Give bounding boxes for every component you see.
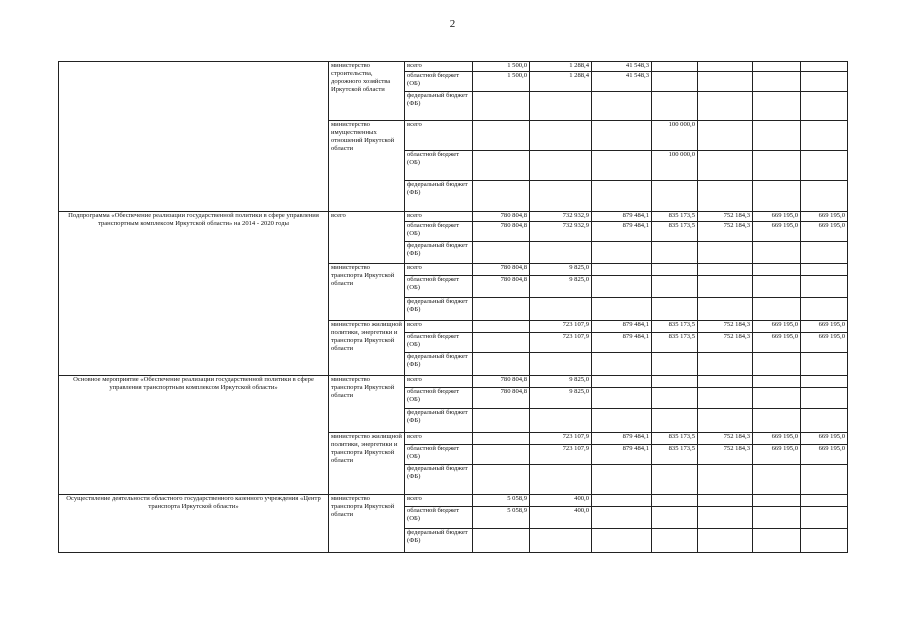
amount-cell: 723 107,9	[530, 321, 592, 333]
amount-cell: 100 000,0	[652, 151, 698, 181]
amount-cell: 780 804,8	[473, 388, 530, 409]
amount-cell	[652, 92, 698, 121]
amount-cell: 669 195,0	[753, 212, 801, 222]
amount-cell	[801, 298, 848, 321]
amount-cell	[698, 409, 753, 433]
amount-cell: 879 484,1	[592, 333, 652, 353]
amount-cell: 879 484,1	[592, 445, 652, 465]
amount-cell: 780 804,8	[473, 264, 530, 276]
responsible-executor-cell: министерство транспорта Иркутской области	[329, 376, 405, 433]
funding-table	[58, 61, 848, 553]
amount-cell: 1 288,4	[530, 72, 592, 92]
amount-cell	[698, 465, 753, 495]
responsible-executor-cell: министерство имущественных отношений Иркутской области	[329, 121, 405, 212]
funding-source-cell: всего	[405, 212, 473, 222]
amount-cell	[801, 388, 848, 409]
amount-cell	[473, 409, 530, 433]
amount-cell	[698, 151, 753, 181]
amount-cell: 879 484,1	[592, 222, 652, 242]
amount-cell	[698, 495, 753, 507]
program-name-cell: Осуществление деятельности областного государственного казенного учреждения «Центр транспорта Иркутской области»	[59, 495, 329, 553]
amount-cell	[753, 388, 801, 409]
amount-cell: 752 184,3	[698, 321, 753, 333]
amount-cell	[753, 495, 801, 507]
responsible-executor-cell: министерство транспорта Иркутской области	[329, 495, 405, 553]
amount-cell	[530, 298, 592, 321]
amount-cell	[592, 495, 652, 507]
amount-cell	[592, 465, 652, 495]
amount-cell	[801, 495, 848, 507]
amount-cell	[753, 242, 801, 264]
amount-cell	[530, 151, 592, 181]
amount-cell	[473, 242, 530, 264]
amount-cell	[652, 181, 698, 212]
amount-cell	[801, 72, 848, 92]
amount-cell	[698, 92, 753, 121]
amount-cell: 879 484,1	[592, 321, 652, 333]
funding-source-cell: федеральный бюджет (ФБ)	[405, 242, 473, 264]
amount-cell	[652, 529, 698, 553]
amount-cell: 752 184,3	[698, 222, 753, 242]
funding-source-cell: всего	[405, 495, 473, 507]
amount-cell	[530, 409, 592, 433]
amount-cell: 669 195,0	[801, 333, 848, 353]
responsible-executor-cell: всего	[329, 212, 405, 264]
amount-cell: 9 825,0	[530, 388, 592, 409]
amount-cell: 669 195,0	[801, 321, 848, 333]
amount-cell	[530, 92, 592, 121]
amount-cell	[698, 353, 753, 376]
responsible-executor-cell: министерство транспорта Иркутской области	[329, 264, 405, 321]
responsible-executor-cell: министерство строительства, дорожного хозяйства Иркутской области	[329, 62, 405, 121]
amount-cell	[592, 529, 652, 553]
table-row	[59, 62, 848, 72]
amount-cell	[530, 529, 592, 553]
amount-cell: 669 195,0	[753, 433, 801, 445]
amount-cell: 723 107,9	[530, 333, 592, 353]
amount-cell	[801, 276, 848, 298]
amount-cell	[592, 264, 652, 276]
amount-cell	[592, 388, 652, 409]
page-number: 2	[449, 18, 456, 30]
amount-cell	[652, 465, 698, 495]
amount-cell	[652, 298, 698, 321]
amount-cell	[698, 72, 753, 92]
amount-cell	[592, 409, 652, 433]
amount-cell	[753, 298, 801, 321]
funding-source-cell: федеральный бюджет (ФБ)	[405, 409, 473, 433]
table-row	[59, 495, 848, 507]
amount-cell	[592, 92, 652, 121]
amount-cell: 732 932,9	[530, 222, 592, 242]
amount-cell: 669 195,0	[801, 433, 848, 445]
amount-cell: 669 195,0	[801, 222, 848, 242]
amount-cell: 669 195,0	[753, 222, 801, 242]
amount-cell	[473, 298, 530, 321]
funding-source-cell: федеральный бюджет (ФБ)	[405, 92, 473, 121]
amount-cell: 669 195,0	[801, 445, 848, 465]
amount-cell	[652, 376, 698, 388]
amount-cell	[652, 388, 698, 409]
amount-cell	[592, 376, 652, 388]
amount-cell: 100 000,0	[652, 121, 698, 151]
amount-cell	[753, 529, 801, 553]
funding-source-cell: областной бюджет (ОБ)	[405, 388, 473, 409]
amount-cell: 780 804,8	[473, 276, 530, 298]
amount-cell	[801, 92, 848, 121]
amount-cell	[801, 242, 848, 264]
amount-cell	[753, 92, 801, 121]
amount-cell	[753, 409, 801, 433]
amount-cell: 752 184,3	[698, 333, 753, 353]
amount-cell	[801, 264, 848, 276]
amount-cell	[801, 62, 848, 72]
amount-cell: 9 825,0	[530, 276, 592, 298]
amount-cell	[698, 264, 753, 276]
amount-cell	[801, 507, 848, 529]
amount-cell	[652, 62, 698, 72]
amount-cell	[473, 529, 530, 553]
amount-cell: 1 288,4	[530, 62, 592, 72]
funding-source-cell: всего	[405, 121, 473, 151]
amount-cell	[753, 181, 801, 212]
amount-cell: 400,0	[530, 495, 592, 507]
amount-cell	[592, 276, 652, 298]
funding-source-cell: областной бюджет (ОБ)	[405, 445, 473, 465]
amount-cell	[753, 376, 801, 388]
amount-cell: 835 173,5	[652, 222, 698, 242]
amount-cell: 752 184,3	[698, 445, 753, 465]
funding-source-cell: областной бюджет (ОБ)	[405, 333, 473, 353]
program-name-cell	[59, 62, 329, 212]
amount-cell	[473, 181, 530, 212]
amount-cell	[530, 242, 592, 264]
amount-cell: 669 195,0	[753, 333, 801, 353]
amount-cell	[801, 151, 848, 181]
amount-cell: 780 804,8	[473, 376, 530, 388]
amount-cell	[473, 465, 530, 495]
program-name-cell: Основное мероприятие «Обеспечение реализации государственной политики в сфере управления транспортным комплексом Иркутской области»	[59, 376, 329, 495]
amount-cell	[473, 445, 530, 465]
amount-cell: 835 173,5	[652, 445, 698, 465]
amount-cell	[698, 62, 753, 72]
amount-cell	[698, 529, 753, 553]
amount-cell	[592, 121, 652, 151]
amount-cell	[473, 92, 530, 121]
amount-cell: 835 173,5	[652, 212, 698, 222]
funding-source-cell: всего	[405, 62, 473, 72]
amount-cell	[652, 495, 698, 507]
amount-cell: 780 804,8	[473, 212, 530, 222]
amount-cell	[753, 465, 801, 495]
amount-cell: 732 932,9	[530, 212, 592, 222]
amount-cell	[652, 276, 698, 298]
funding-source-cell: областной бюджет (ОБ)	[405, 222, 473, 242]
amount-cell: 723 107,9	[530, 445, 592, 465]
funding-source-cell: областной бюджет (ОБ)	[405, 507, 473, 529]
amount-cell	[473, 353, 530, 376]
funding-source-cell: областной бюджет (ОБ)	[405, 276, 473, 298]
amount-cell	[530, 353, 592, 376]
amount-cell: 41 548,3	[592, 62, 652, 72]
table-body	[59, 62, 848, 553]
amount-cell	[592, 298, 652, 321]
amount-cell: 879 484,1	[592, 212, 652, 222]
funding-source-cell: всего	[405, 264, 473, 276]
amount-cell: 879 484,1	[592, 433, 652, 445]
amount-cell: 835 173,5	[652, 333, 698, 353]
amount-cell: 1 500,0	[473, 62, 530, 72]
amount-cell	[801, 376, 848, 388]
funding-source-cell: федеральный бюджет (ФБ)	[405, 529, 473, 553]
amount-cell	[801, 353, 848, 376]
amount-cell: 9 825,0	[530, 376, 592, 388]
amount-cell	[530, 121, 592, 151]
amount-cell	[652, 242, 698, 264]
amount-cell	[592, 181, 652, 212]
amount-cell	[753, 276, 801, 298]
amount-cell	[753, 264, 801, 276]
amount-cell: 780 804,8	[473, 222, 530, 242]
amount-cell: 400,0	[530, 507, 592, 529]
funding-source-cell: всего	[405, 376, 473, 388]
responsible-executor-cell: министерство жилищной политики, энергетики и транспорта Иркутской области	[329, 321, 405, 376]
amount-cell	[753, 121, 801, 151]
amount-cell	[698, 276, 753, 298]
amount-cell: 5 058,9	[473, 507, 530, 529]
funding-source-cell: федеральный бюджет (ФБ)	[405, 353, 473, 376]
responsible-executor-cell: министерство жилищной политики, энергетики и транспорта Иркутской области	[329, 433, 405, 495]
table-row	[59, 212, 848, 222]
amount-cell	[698, 507, 753, 529]
amount-cell	[592, 151, 652, 181]
amount-cell	[473, 333, 530, 353]
funding-source-cell: всего	[405, 321, 473, 333]
amount-cell	[698, 388, 753, 409]
amount-cell	[652, 72, 698, 92]
amount-cell: 9 825,0	[530, 264, 592, 276]
amount-cell	[530, 465, 592, 495]
amount-cell	[698, 242, 753, 264]
amount-cell: 41 548,3	[592, 72, 652, 92]
amount-cell: 752 184,3	[698, 212, 753, 222]
funding-source-cell: федеральный бюджет (ФБ)	[405, 181, 473, 212]
table-row	[59, 376, 848, 388]
amount-cell: 723 107,9	[530, 433, 592, 445]
funding-source-cell: всего	[405, 433, 473, 445]
amount-cell	[753, 353, 801, 376]
amount-cell: 669 195,0	[753, 445, 801, 465]
amount-cell	[753, 151, 801, 181]
amount-cell: 1 500,0	[473, 72, 530, 92]
amount-cell	[753, 72, 801, 92]
amount-cell	[698, 121, 753, 151]
amount-cell	[473, 433, 530, 445]
amount-cell	[801, 409, 848, 433]
amount-cell	[753, 62, 801, 72]
amount-cell	[592, 242, 652, 264]
amount-cell	[801, 529, 848, 553]
amount-cell	[652, 353, 698, 376]
amount-cell	[698, 376, 753, 388]
funding-source-cell: федеральный бюджет (ФБ)	[405, 465, 473, 495]
funding-source-cell: областной бюджет (ОБ)	[405, 72, 473, 92]
amount-cell	[473, 321, 530, 333]
amount-cell	[473, 151, 530, 181]
amount-cell	[592, 353, 652, 376]
program-name-cell: Подпрограмма «Обеспечение реализации государственной политики в сфере управления транспортным комплексом Иркутской области» на 2014 - 2020 годы	[59, 212, 329, 376]
funding-source-cell: областной бюджет (ОБ)	[405, 151, 473, 181]
amount-cell	[652, 507, 698, 529]
amount-cell	[698, 298, 753, 321]
amount-cell: 669 195,0	[753, 321, 801, 333]
amount-cell	[592, 507, 652, 529]
amount-cell	[698, 181, 753, 212]
amount-cell: 5 058,9	[473, 495, 530, 507]
amount-cell	[473, 121, 530, 151]
amount-cell	[530, 181, 592, 212]
amount-cell: 669 195,0	[801, 212, 848, 222]
amount-cell	[652, 409, 698, 433]
amount-cell	[801, 121, 848, 151]
amount-cell	[652, 264, 698, 276]
amount-cell: 752 184,3	[698, 433, 753, 445]
amount-cell	[801, 181, 848, 212]
amount-cell: 835 173,5	[652, 433, 698, 445]
amount-cell	[801, 465, 848, 495]
funding-source-cell: федеральный бюджет (ФБ)	[405, 298, 473, 321]
amount-cell: 835 173,5	[652, 321, 698, 333]
amount-cell	[753, 507, 801, 529]
